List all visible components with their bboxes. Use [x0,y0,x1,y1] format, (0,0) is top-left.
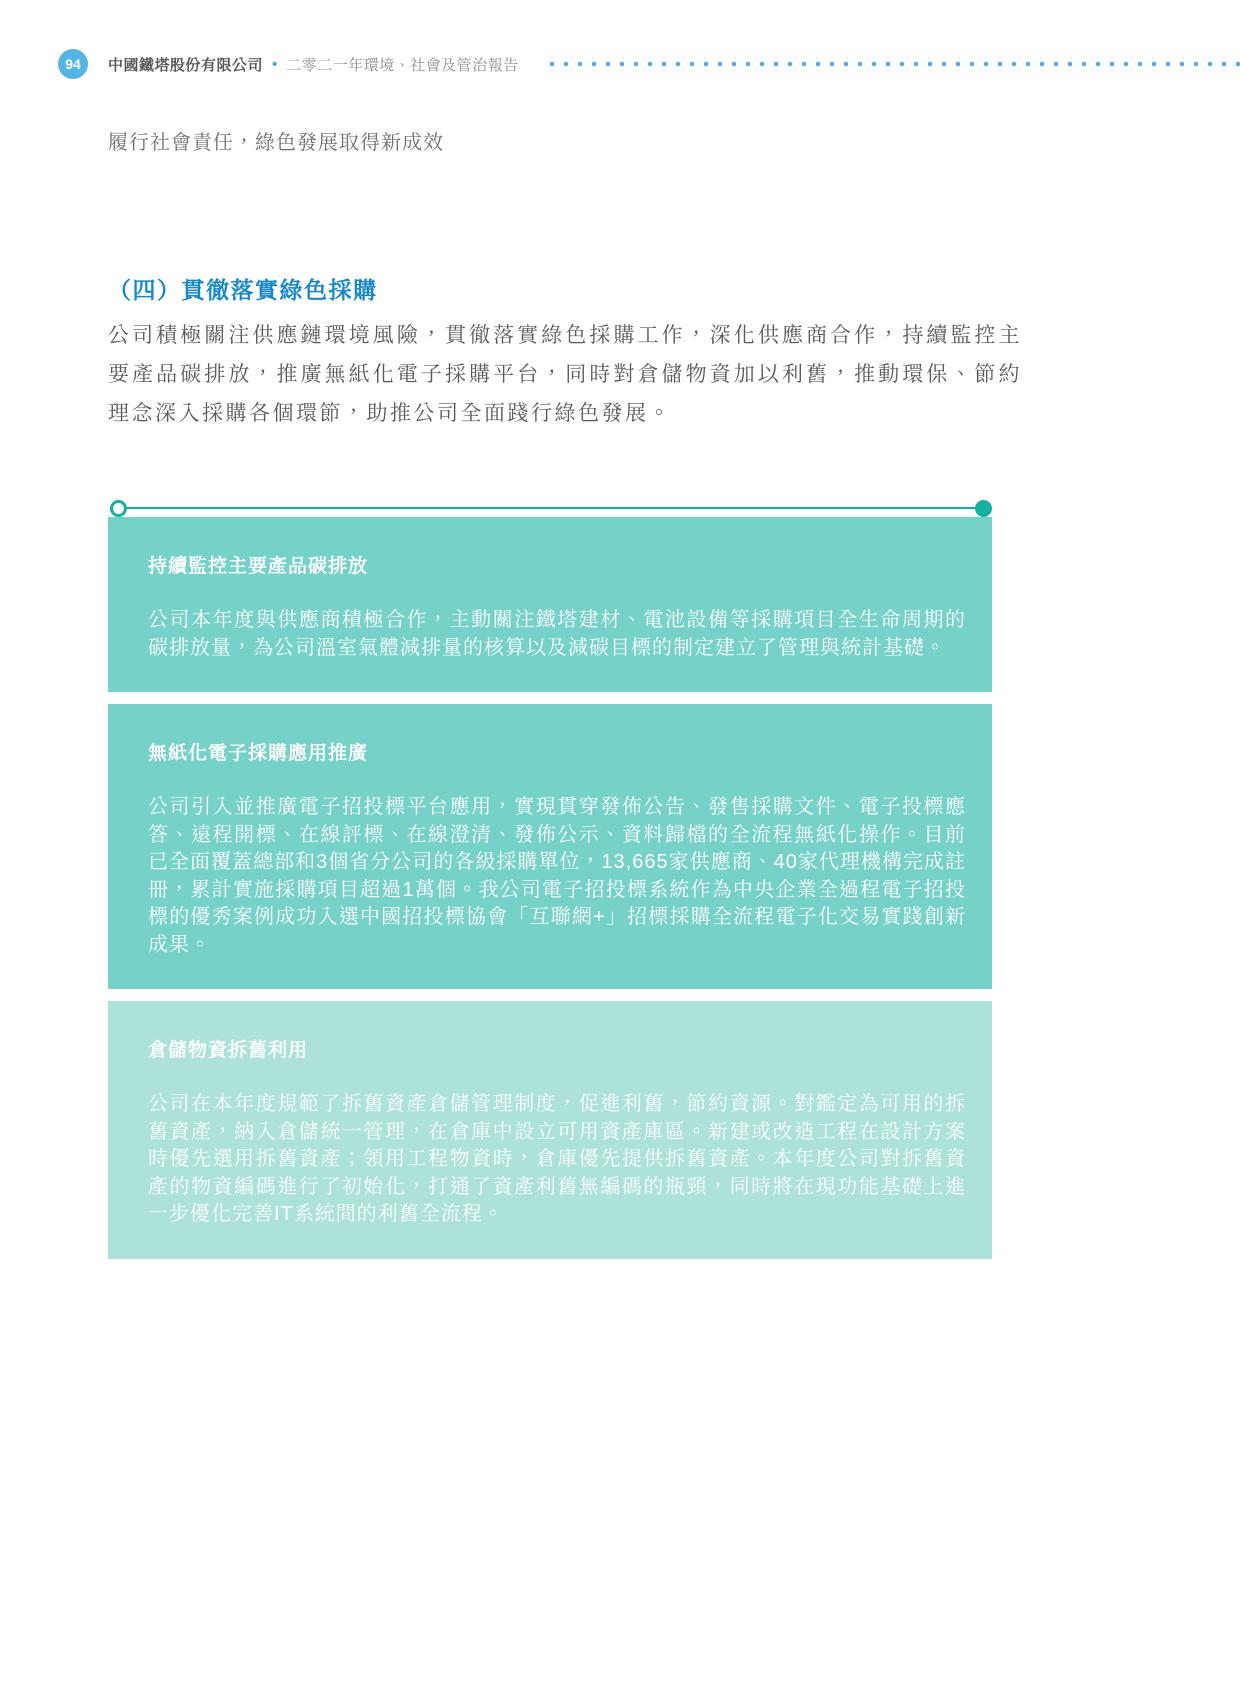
chapter-banner: 履行社會責任，綠色發展取得新成效 [108,132,444,154]
timeline-line [118,507,984,509]
header-report-title: 二零二一年環境、社會及管治報告 [286,56,519,74]
card-carbon-monitoring [108,517,992,692]
card-warehouse-reuse [108,1001,992,1259]
header-dotted-rule [545,61,1240,67]
header-company-name: 中國鐵塔股份有限公司 [108,56,264,74]
highlight-cards [108,517,992,1259]
page-number: 94 [65,56,81,72]
card-paperless-procurement [108,704,992,989]
page-number-badge [58,49,88,79]
header-bullet-separator: • [272,55,278,73]
card-body: 公司引入並推廣電子招投標平台應用，實現貫穿發佈公告、發售採購文件、電子投標應答、遠程開標、在線評標、在線澄清、發佈公示、資料歸檔的全流程無紙化操作。目前已全面覆蓋總部和3個省分公司的各級採購單位，13,665家供應商、40家代理機構完成註冊，累計實施採購項目超過1萬個。我公司電子招投標系統作為中央企業全過程電子招投標的優秀案例成功入選中國招投標協會「互聯網+」招標採購全流程電子化交易實踐創新成果。 [148,796,966,956]
card-title: 持續監控主要產品碳排放 [148,556,369,577]
section-heading: （四）貫徹落實綠色採購 [108,277,378,303]
card-title: 倉儲物資拆舊利用 [148,1040,309,1061]
page-header [58,48,1240,80]
timeline-start-dot-icon [110,500,127,517]
section-intro-paragraph: 公司積極關注供應鏈環境風險，貫徹落實綠色採購工作，深化供應商合作，持續監控主要產品碳排放，推廣無紙化電子採購平台，同時對倉儲物資加以利舊，推動環保、節約理念深入採購各個環節，助推公司全面踐行綠色發展。 [108,324,1022,425]
card-body: 公司在本年度規範了拆舊資產倉儲管理制度，促進利舊，節約資源。對鑑定為可用的拆舊資產，納入倉儲統一管理，在倉庫中設立可用資產庫區。新建或改造工程在設計方案時優先選用拆舊資產；領用工程物資時，倉庫優先提供拆舊資產。本年度公司對拆舊資產的物資編碼進行了初始化，打通了資產利舊無編碼的瓶頸，同時將在現功能基礎上進一步優化完善IT系統間的利舊全流程。 [148,1093,966,1225]
card-body: 公司本年度與供應商積極合作，主動關注鐵塔建材、電池設備等採購項目全生命周期的碳排放量，為公司溫室氣體減排量的核算以及減碳目標的制定建立了管理與統計基礎。 [148,609,966,659]
card-title: 無紙化電子採購應用推廣 [148,743,369,764]
timeline-end-dot-icon [975,500,992,517]
timeline-connector [110,500,992,517]
